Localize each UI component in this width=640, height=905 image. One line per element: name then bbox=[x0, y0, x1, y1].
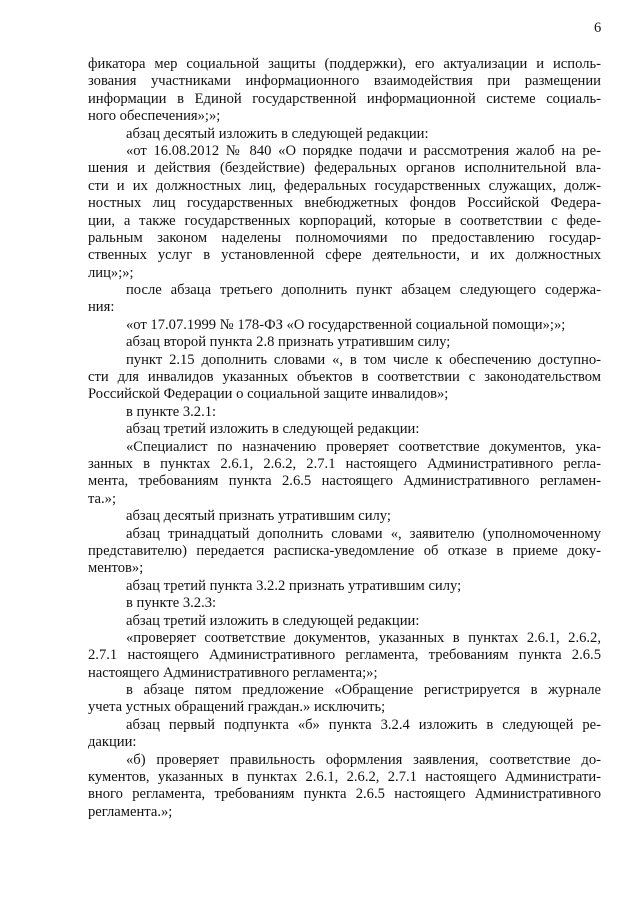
text-line: ментов»; bbox=[88, 560, 144, 577]
text-line: та.»; bbox=[88, 490, 117, 507]
text-line: представителю) передается расписка-уведомление об отказе в приеме доку- bbox=[88, 542, 601, 559]
text-line: занных в пунктах 2.6.1, 2.6.2, 2.7.1 настоящего Административного регла- bbox=[88, 455, 601, 472]
text-line: информации в Единой государственной информационной системе социаль- bbox=[88, 90, 601, 107]
text-line: «проверяет соответствие документов, указанных в пунктах 2.6.1, 2.6.2, bbox=[126, 629, 601, 646]
text-line: ственных услуг в установленной сфере деятельности, и их должностных bbox=[88, 247, 601, 264]
text-line: кументов, указанных в пунктах 2.6.1, 2.6.2, 2.7.1 настоящего Администрати- bbox=[88, 769, 601, 786]
text-line: фикатора мер социальной защиты (поддержки), его актуализации и исполь- bbox=[88, 56, 601, 72]
text-line: шения и действия (бездействие) федеральных органов исполнительной вла- bbox=[88, 160, 601, 177]
text-line: сти и их должностных лиц, федеральных государственных служащих, долж- bbox=[88, 177, 601, 194]
text-line: абзац третий изложить в следующей редакции: bbox=[126, 612, 420, 629]
text-line: сти для инвалидов указанных объектов в соответствии с законодательством bbox=[88, 369, 601, 386]
text-line: настоящего Административного регламента;»; bbox=[88, 664, 378, 681]
text-line: пункт 2.15 дополнить словами «, в том числе к обеспечению доступно- bbox=[126, 351, 601, 368]
text-line: 2.7.1 настоящего Административного регламента, требованиям пункта 2.6.5 bbox=[88, 647, 601, 664]
text-line: в пункте 3.2.1: bbox=[126, 403, 217, 420]
text-line: лиц»;»; bbox=[88, 264, 134, 281]
text-line: «от 17.07.1999 № 178-ФЗ «О государственной социальной помощи»;»; bbox=[126, 316, 566, 333]
text-line: абзац второй пункта 2.8 признать утратившим силу; bbox=[126, 334, 451, 351]
page-number: 6 bbox=[594, 20, 602, 36]
text-line: дакции: bbox=[88, 734, 137, 751]
text-line: после абзаца третьего дополнить пункт абзацем следующего содержа- bbox=[126, 282, 601, 299]
text-line: зования участниками информационного взаимодействия при размещении bbox=[88, 73, 601, 90]
text-line: «от 16.08.2012 № 840 «О порядке подачи и рассмотрения жалоб на ре- bbox=[126, 142, 601, 159]
text-line: регламента.»; bbox=[88, 803, 173, 820]
text-line: «Специалист по назначению проверяет соответствие документов, ука- bbox=[126, 438, 601, 455]
text-line: ния: bbox=[88, 299, 115, 316]
text-line: абзац третий пункта 3.2.2 признать утратившим силу; bbox=[126, 577, 462, 594]
text-line: ции, а также государственных корпораций, которые в соответствии с феде- bbox=[88, 212, 601, 229]
text-line: вного регламента, требованиям пункта 2.6.5 настоящего Административного bbox=[88, 786, 601, 803]
text-line: ностных лиц государственных внебюджетных фондов Российской Федера- bbox=[88, 195, 601, 212]
text-line: абзац тринадцатый дополнить словами «, заявителю (уполномоченному bbox=[126, 525, 601, 542]
text-line: Российской Федерации о социальной защите инвалидов»; bbox=[88, 386, 449, 403]
text-line: абзац третий изложить в следующей редакции: bbox=[126, 421, 420, 438]
text-line: абзац первый подпункта «б» пункта 3.2.4 изложить в следующей ре- bbox=[126, 716, 601, 733]
text-line: в пункте 3.2.3: bbox=[126, 595, 217, 612]
text-line: учета устных обращений граждан.» исключить; bbox=[88, 699, 386, 716]
text-line: мента, требованиям пункта 2.6.5 настоящего Административного регламен- bbox=[88, 473, 601, 490]
document-body bbox=[88, 56, 601, 821]
text-line: абзац десятый изложить в следующей редакции: bbox=[126, 125, 429, 142]
text-line: абзац десятый признать утратившим силу; bbox=[126, 508, 391, 525]
text-line: в абзаце пятом предложение «Обращение регистрируется в журнале bbox=[126, 682, 601, 699]
text-line: ральным законом наделены полномочиями по предоставлению государ- bbox=[88, 229, 601, 246]
text-line: «б) проверяет правильность оформления заявления, соответствие до- bbox=[126, 751, 601, 768]
text-line: ного обеспечения»;»; bbox=[88, 108, 221, 125]
